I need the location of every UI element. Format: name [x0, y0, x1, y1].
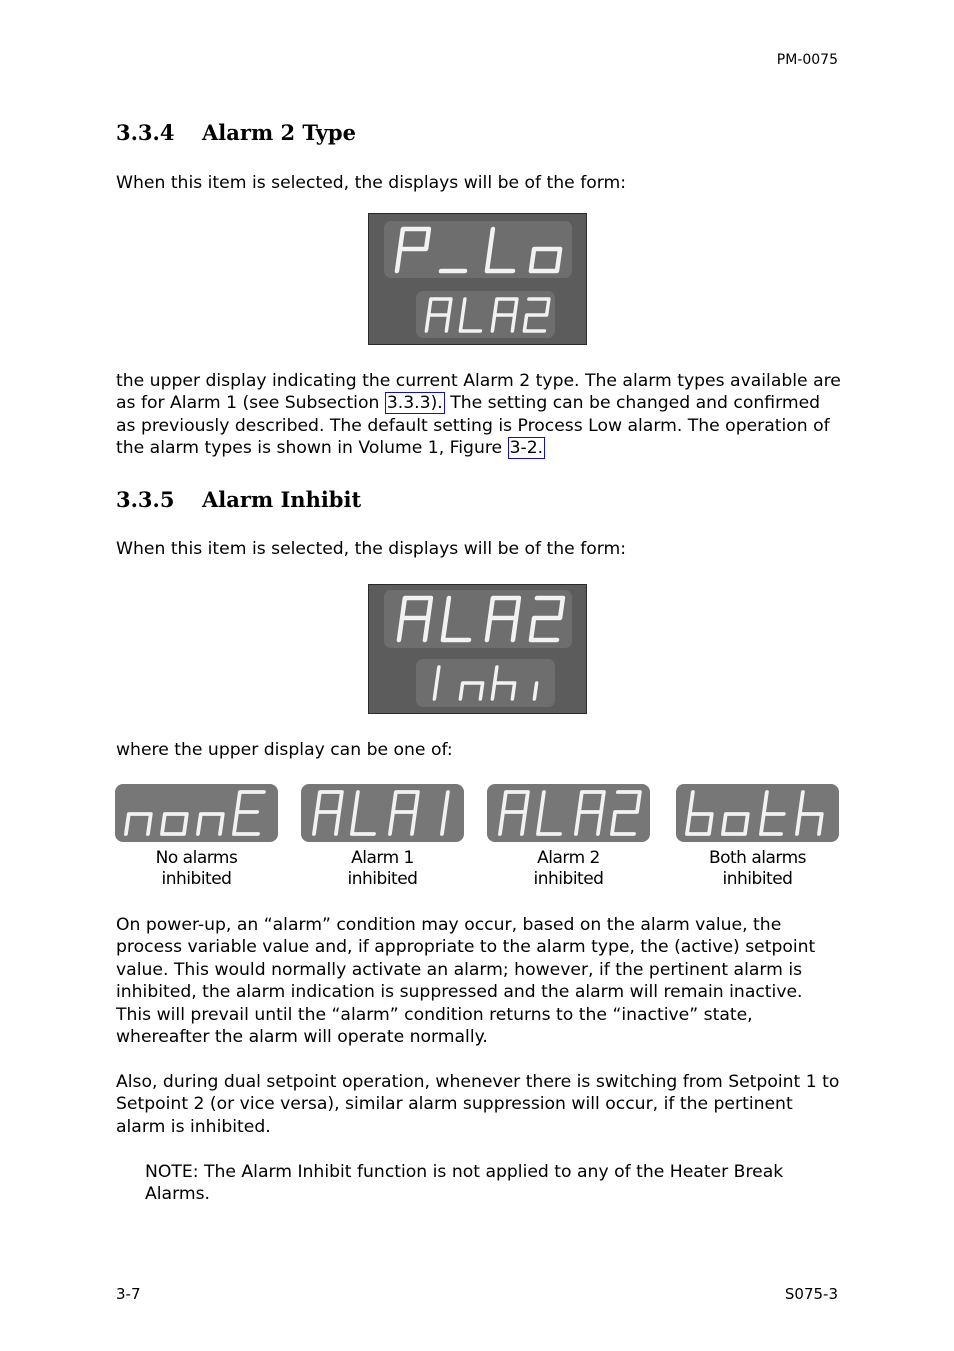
section-intro: When this item is selected, the displays will be of the form:: [116, 173, 627, 193]
led-segments: [487, 784, 650, 842]
option-alarm-2-inhibited: [487, 784, 650, 890]
document-revision: S075-3: [784, 1285, 838, 1303]
section-heading-3-3-5: [116, 487, 361, 512]
option-no-alarms-inhibited: [115, 784, 278, 890]
section-number: 3.3.4: [116, 120, 175, 145]
document-code: PM-0075: [776, 52, 838, 68]
options-intro: where the upper display can be one of:: [116, 740, 453, 760]
led-upper-segments: [384, 221, 572, 278]
led-segments: [115, 784, 278, 842]
led-lower-window: [416, 291, 555, 338]
led-upper-window: [384, 590, 572, 648]
led-segments: [301, 784, 464, 842]
led-display-panel: [368, 584, 587, 714]
note-paragraph: NOTE: The Alarm Inhibit function is not applied to any of the Heater Break Alarms.: [145, 1162, 784, 1205]
option-caption: No alarms inhibited: [155, 848, 238, 889]
option-led-display: [301, 784, 464, 842]
option-alarm-1-inhibited: [301, 784, 464, 890]
section-title: Alarm Inhibit: [202, 487, 362, 512]
section-heading-3-3-4: [116, 120, 356, 145]
led-display-panel: [368, 213, 587, 345]
led-upper-segments: [384, 590, 572, 648]
option-led-display: [115, 784, 278, 842]
section-body: the upper display indicating the current Alarm 2 type. The alarm types available are as for Alarm 1 (see Subsection 3.3.3). The setting can be changed and confirmed as previously described. The default setting is Process Low alarm. The operation of the alarm types is shown in Volume 1, Figure 3-2.: [116, 371, 841, 459]
led-segments: [676, 784, 839, 842]
option-led-display: [487, 784, 650, 842]
section-title: Alarm 2 Type: [202, 120, 356, 145]
led-lower-window: [416, 659, 555, 707]
dual-setpoint-paragraph: Also, during dual setpoint operation, whenever there is switching from Setpoint 1 to Setpoint 2 (or vice versa), similar alarm suppression will occur, if the pertinent alarm is inhibited.: [116, 1072, 840, 1137]
section-number: 3.3.5: [116, 487, 175, 512]
section-intro: When this item is selected, the displays will be of the form:: [116, 539, 627, 559]
led-upper-window: [384, 221, 572, 278]
option-caption: Alarm 2 inhibited: [533, 848, 604, 889]
led-lower-segments: [416, 291, 555, 338]
led-lower-segments: [416, 659, 555, 707]
option-both-alarms-inhibited: [676, 784, 839, 890]
cross-reference-link[interactable]: 3.3.3).: [386, 393, 443, 414]
option-led-display: [676, 784, 839, 842]
figure-reference-link[interactable]: 3-2.: [509, 438, 544, 459]
option-caption: Both alarms inhibited: [708, 848, 807, 889]
page-number: 3-7: [116, 1285, 141, 1303]
power-up-paragraph: On power-up, an “alarm” condition may occur, based on the alarm value, the process variable value and, if appropriate to the alarm type, the (active) setpoint value. This would normally activate an alarm; however, if the pertinent alarm is inhibited, the alarm indication is suppressed and the alarm will remain inactive. This will prevail until the “alarm” condition returns to the “inactive” state, whereafter the alarm will operate normally.: [116, 915, 816, 1048]
option-caption: Alarm 1 inhibited: [347, 848, 418, 889]
